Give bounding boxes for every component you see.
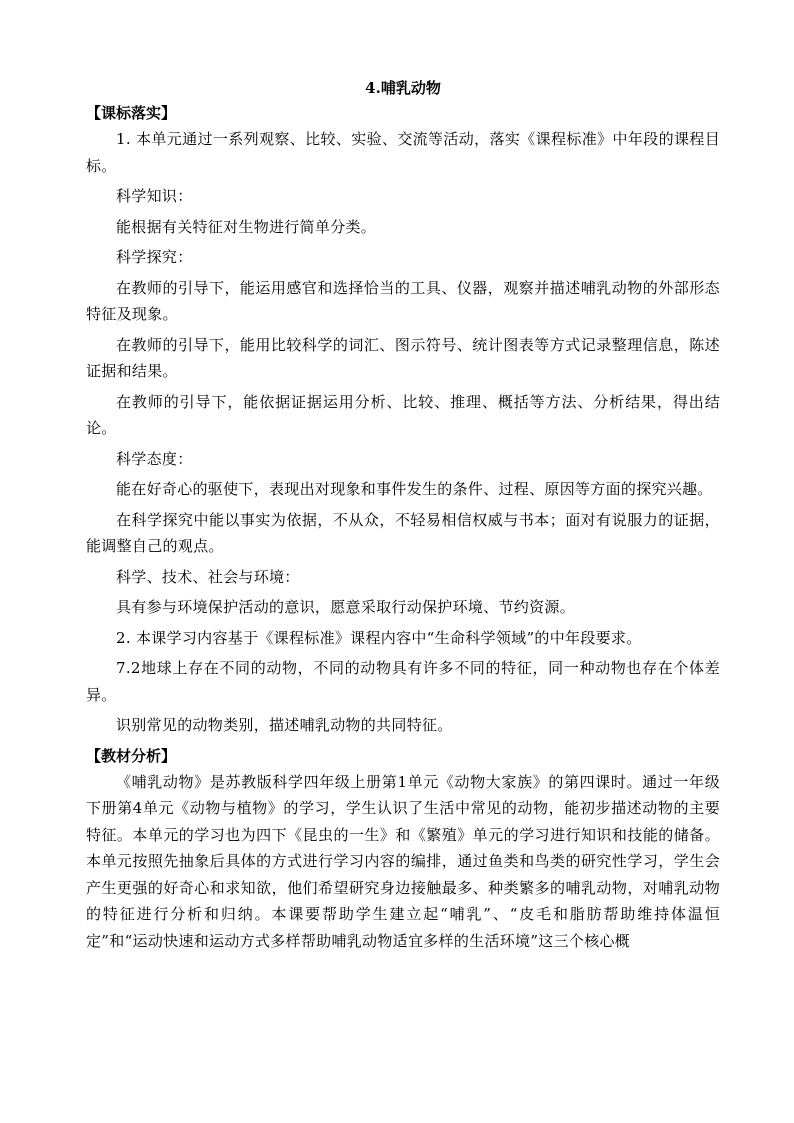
section-heading-curriculum: 【课标落实】	[86, 104, 177, 122]
paragraph: 在科学探究中能以事实为依据，不从众，不轻易相信权威与书本；面对有说服力的证据，能调整自己的观点。	[86, 510, 720, 555]
paragraph: 在教师的引导下，能用比较科学的词汇、图示符号、统计图表等方式记录整理信息，陈述证据和结果。	[86, 335, 720, 380]
paragraph: 科学态度：	[116, 449, 193, 468]
paragraph: 科学知识：	[116, 187, 193, 205]
paragraph: 识别常见的动物类别，描述哺乳动物的共同特征。	[116, 716, 453, 734]
paragraph: 在教师的引导下，能依据证据运用分析、比较、推理、概括等方法、分析结果，得出结论。	[86, 392, 720, 437]
paragraph: 科学、技术、社会与环境：	[116, 567, 300, 586]
paragraph: 7.2地球上存在不同的动物，不同的动物具有许多不同的特征，同一种动物也存在个体差异。	[86, 659, 720, 704]
paragraph: 能在好奇心的驱使下，表现出对现象和事件发生的条件、过程、原因等方面的探究兴趣。	[116, 480, 713, 498]
paragraph: 在教师的引导下，能运用感官和选择恰当的工具、仪器，观察并描述哺乳动物的外部形态特征及现象。	[86, 278, 720, 323]
section-heading-textbook-analysis: 【教材分析】	[86, 746, 177, 765]
paragraph: 2. 本课学习内容基于《课程标准》课程内容中“生命科学领域”的中年段要求。	[116, 628, 642, 647]
paragraph: 具有参与环境保护活动的意识，愿意采取行动保护环境、节约资源。	[116, 598, 576, 616]
page-title: 4.哺乳动物	[365, 79, 441, 97]
paragraph: 科学探究：	[116, 248, 193, 266]
paragraph: 1. 本单元通过一系列观察、比较、实验、交流等活动，落实《课程标准》中年段的课程目标。	[86, 130, 720, 175]
paragraph: 《哺乳动物》是苏教版科学四年级上册第1单元《动物大家族》的第四课时。通过一年级下册第4单元《动物与植物》的学习，学生认识了生活中常见的动物，能初步描述动物的主要特征。本单元的学习也为四下《昆虫的一生》和《繁殖》单元的学习进行知识和技能的储备。本单元按照先抽象后具体的方式进行学习内容的编排，通过鱼类和鸟类的研究性学习，学生会产生更强的好奇心和求知欲，他们希望研究身边接触最多、种类繁多的哺乳动物，对哺乳动物的特征进行分析和归纳。本课要帮助学生建立起“哺乳”、“皮毛和脂肪帮助维持体温恒定”和“运动快速和运动方式多样帮助哺乳动物适宜多样的生活环境”这三个核心概	[86, 772, 720, 950]
document-page	[86, 78, 720, 958]
paragraph: 能根据有关特征对生物进行简单分类。	[116, 217, 377, 236]
